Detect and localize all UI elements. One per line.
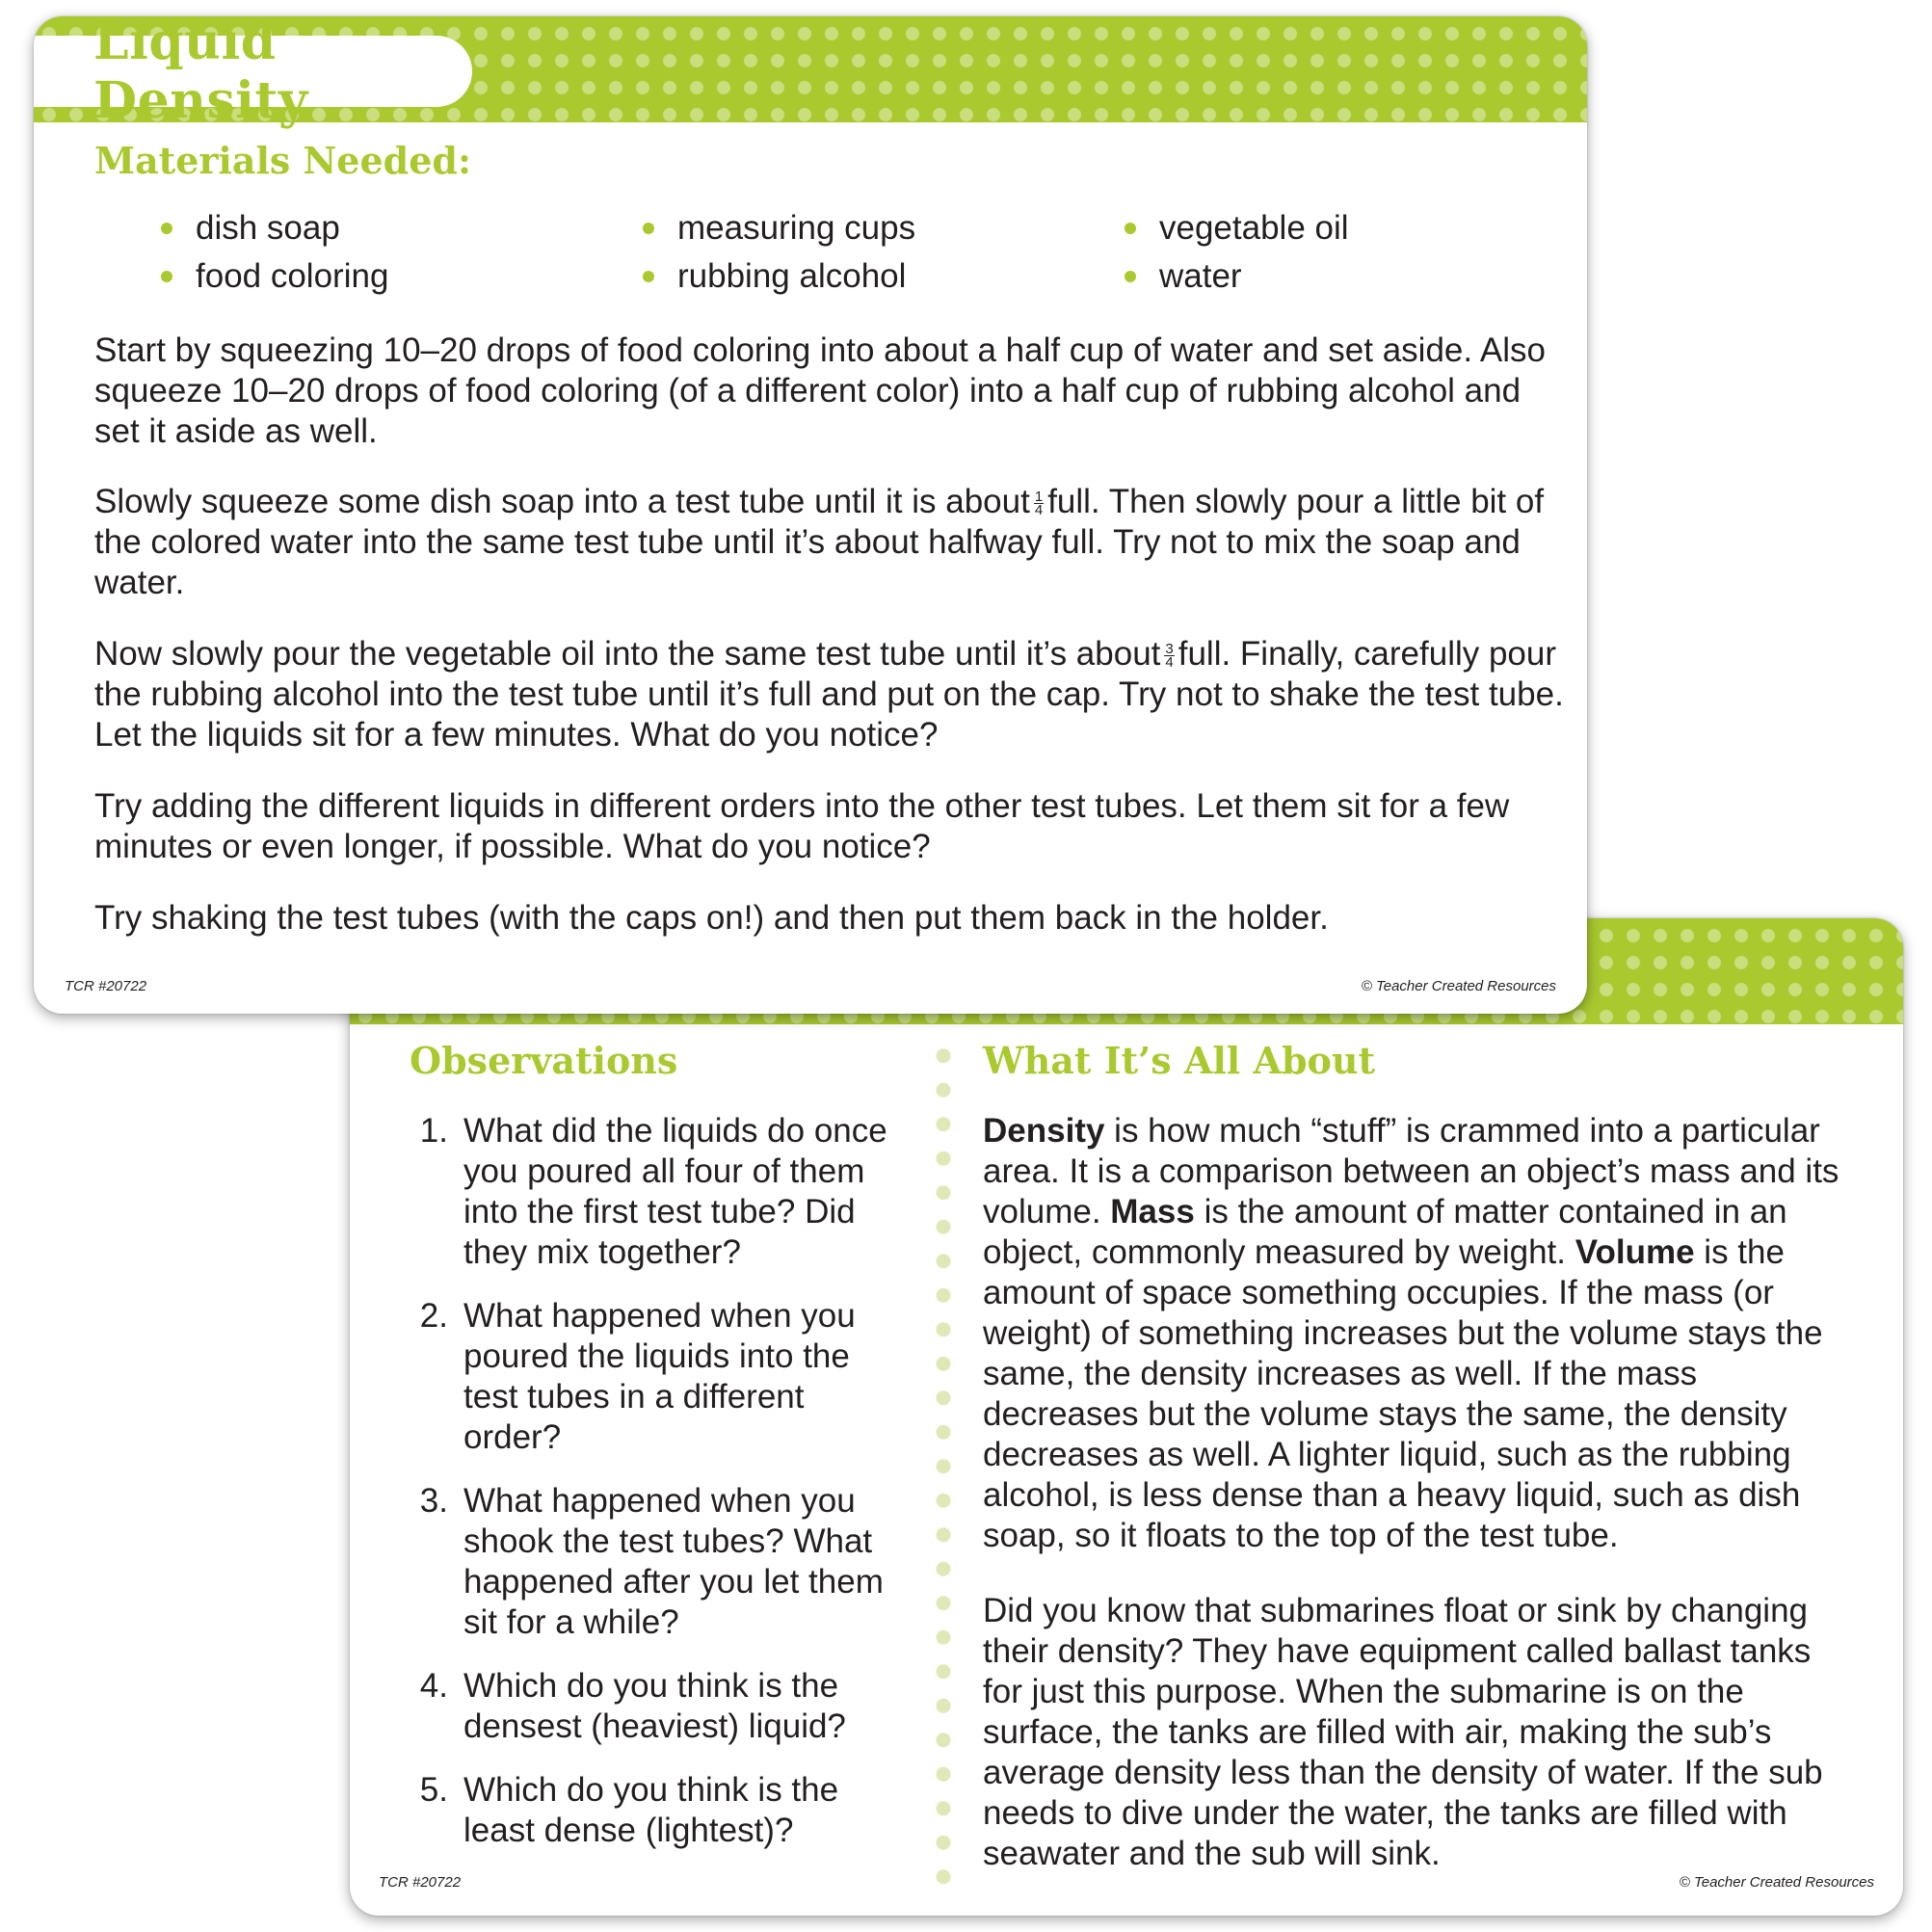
fraction-numerator: 1	[1034, 489, 1044, 506]
activity-card-front	[34, 16, 1587, 1014]
instruction-paragraph-5: Try shaking the test tubes (with the caps on!) and then put them back in the holder.	[94, 899, 1329, 937]
footer-catalog-number: TCR #20722	[379, 1874, 462, 1891]
item-text: Which do you think is the densest (heaviest) liquid?	[463, 1667, 846, 1745]
title-pill	[34, 16, 472, 130]
density-text: is how much “stuff” is crammed into a particular area. It is a comparison between an object’s mass and its volume.	[983, 1112, 1839, 1231]
p3-text-before: Now slowly pour the vegetable oil into the same test tube until it’s about	[94, 635, 1161, 673]
term-mass: Mass	[1110, 1193, 1195, 1231]
item-number: 5.	[419, 1771, 448, 1809]
about-paragraph-1	[983, 1111, 1850, 1556]
mass-text: is the amount of matter contained in an object, commonly measured by weight.	[983, 1193, 1787, 1271]
material-label: dish soap	[196, 209, 340, 247]
term-volume: Volume	[1575, 1233, 1695, 1271]
list-item	[610, 209, 1092, 248]
bullet-icon	[643, 223, 654, 234]
list-item	[1092, 209, 1525, 248]
list-item	[408, 1770, 909, 1851]
observations-list	[408, 1111, 909, 1874]
item-text: What did the liquids do once you poured all four of them into the first test tube? Did they mix together?	[463, 1112, 887, 1271]
observations-heading: Observations	[410, 1039, 678, 1082]
item-text: What happened when you shook the test tubes? What happened after you let them sit for a while?	[463, 1482, 884, 1641]
p2-text-before: Slowly squeeze some dish soap into a test tube until it is about	[94, 483, 1030, 520]
material-label: rubbing alcohol	[677, 257, 907, 295]
list-item	[610, 257, 1092, 296]
item-number: 1.	[419, 1112, 448, 1150]
footer-copyright: © Teacher Created Resources	[1361, 978, 1556, 994]
list-item	[1092, 257, 1525, 296]
bullet-icon	[161, 271, 172, 282]
item-number: 4.	[419, 1667, 448, 1705]
bullet-icon	[1125, 271, 1136, 282]
bullet-icon	[1125, 223, 1136, 234]
list-item	[408, 1666, 909, 1747]
card-title: Liquid Density	[93, 16, 308, 130]
p2-text-after: full. Then slowly pour a little bit of the colored water into the same test tube until it’s about halfway full. Try not to mix the soap and water.	[94, 483, 1545, 601]
fraction-three-quarters	[1164, 641, 1174, 672]
p3-text-after: full. Finally, carefully pour the rubbing alcohol into the test tube until it’s full and put on the cap. Try not to shake the test tube. Let the liquids sit for a few minutes. What do you notice?	[94, 635, 1564, 754]
material-label: measuring cups	[677, 209, 916, 247]
footer-catalog-number: TCR #20722	[65, 978, 147, 994]
item-number: 2.	[419, 1297, 448, 1335]
material-label: vegetable oil	[1159, 209, 1349, 247]
item-text: What happened when you poured the liquids into the test tubes in a different order?	[463, 1297, 856, 1456]
footer-copyright: © Teacher Created Resources	[1679, 1874, 1874, 1891]
material-label: food coloring	[196, 257, 389, 295]
bullet-icon	[643, 271, 654, 282]
list-item	[128, 209, 610, 248]
fraction-denominator: 4	[1165, 654, 1174, 672]
dotted-divider	[935, 1039, 952, 1887]
instruction-paragraph-3	[94, 634, 1569, 755]
fraction-numerator: 3	[1165, 641, 1174, 658]
volume-text: is the amount of space something occupies. If the mass (or weight) of something increases but the volume stays the same, the density increases as well. If the mass decreases but the volume stays the same, the density decreases as well. A lighter liquid, such as the rubbing alcohol, is less dense than a heavy liquid, such as dish soap, so it floats to the top of the test tube.	[983, 1233, 1823, 1554]
fraction-one-quarter	[1034, 489, 1044, 519]
list-item	[408, 1481, 909, 1643]
list-item	[408, 1111, 909, 1273]
term-density: Density	[983, 1112, 1105, 1150]
list-item	[408, 1296, 909, 1458]
about-paragraph-2: Did you know that submarines float or sink by changing their density? They have equipment called ballast tanks for just this purpose. When the submarine is on the surface, the tanks are filled with air, making the sub’s average density less than the density of water. If the sub needs to dive under the water, the tanks are filled with seawater and the sub will sink.	[983, 1592, 1823, 1872]
about-heading: What It’s All About	[983, 1039, 1376, 1082]
material-label: water	[1159, 257, 1242, 295]
instruction-paragraph-4: Try adding the different liquids in different orders into the other test tubes. Let them sit for a few minutes or even longer, if possible. What do you notice?	[94, 787, 1510, 865]
materials-heading: Materials Needed:	[94, 139, 471, 182]
list-item	[128, 257, 610, 296]
fraction-denominator: 4	[1034, 502, 1044, 519]
item-number: 3.	[419, 1482, 448, 1520]
bullet-icon	[161, 223, 172, 234]
item-text: Which do you think is the least dense (lightest)?	[463, 1771, 839, 1849]
instruction-paragraph-1: Start by squeezing 10–20 drops of food coloring into about a half cup of water and set aside. Also squeeze 10–20 drops of food coloring (of a different color) into a half cup of rubbing alcohol and set it aside as well.	[94, 331, 1546, 450]
activity-card-back	[350, 918, 1903, 1916]
materials-list	[128, 209, 1525, 296]
instruction-paragraph-2	[94, 482, 1569, 603]
